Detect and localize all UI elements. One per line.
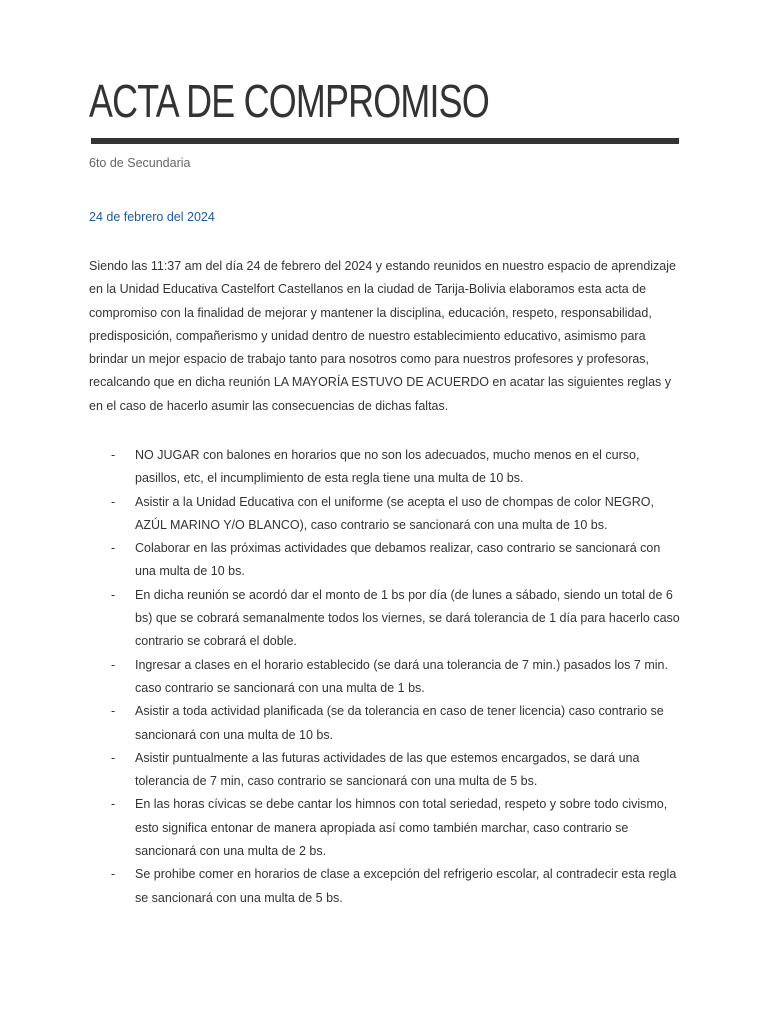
bullet-dash: - [111,867,116,882]
bullet-dash: - [111,494,116,509]
document-date: 24 de febrero del 2024 [89,210,215,224]
rule-item [89,537,681,584]
rule-text: Asistir a la Unidad Educativa con el uniforme (se acepta el uso de chompas de color NEGRO, AZÚL MARINO Y/O BLANCO), caso contrario se sancionará con una multa de 10 bs. [135,494,655,532]
bullet-dash: - [111,657,116,672]
rule-item [89,654,681,701]
bullet-dash: - [111,797,116,812]
intro-paragraph: Siendo las 11:37 am del día 24 de febrero del 2024 y estando reunidos en nuestro espacio de aprendizaje en la Unidad Educativa Castelfort Castellanos en la ciudad de Tarija-Bolivia elaboramos esta acta de compromiso con la finalidad de mejorar y mantener la disciplina, educación, respeto, responsabilidad, predisposición, compañerismo y unidad dentro de nuestro establecimiento educativo, asimismo para brindar un mejor espacio de trabajo tanto para nosotros como para nuestros profesores y profesoras, recalcando que en dicha reunión LA MAYORÍA ESTUVO DE ACUERDO en acatar las siguientes reglas y en el caso de hacerlo asumir las consecuencias de dichas faltas. [89,259,676,413]
rule-text: Asistir puntualmente a las futuras actividades de las que estemos encargados, se dará una tolerancia de 7 min, caso contrario se sancionará con una multa de 5 bs. [135,750,640,789]
bullet-dash: - [111,750,116,765]
rule-item [89,863,681,910]
rule-item [89,700,681,747]
bullet-dash: - [111,587,116,602]
bullet-dash: - [111,541,116,556]
bullet-dash: - [111,704,116,719]
rule-item [89,793,681,863]
rule-item [89,584,681,654]
rule-text: Asistir a toda actividad planificada (se da tolerancia en caso de tener licencia) caso contrario se sancionará con una multa de 10 bs. [135,704,664,742]
document-subtitle: 6to de Secundaria [89,156,191,170]
rule-text: NO JUGAR con balones en horarios que no son los adecuados, mucho menos en el curso, pasillos, etc, el incumplimiento de esta regla tiene una multa de 10 bs. [135,448,640,486]
rule-item [89,747,681,794]
title-underline [91,138,679,144]
rule-text: Colaborar en las próximas actividades que debamos realizar, caso contrario se sancionará con una multa de 10 bs. [135,541,661,579]
bullet-dash: - [111,448,116,462]
document-title: ACTA DE COMPROMISO [89,75,489,127]
rule-text: En dicha reunión se acordó dar el monto de 1 bs por día (de lunes a sábado, siendo un total de 6 bs) que se cobrará semanalmente todos los viernes, se dará tolerancia de 1 día para hacerlo caso contrario se cobrará el doble. [135,587,680,649]
rules-list [89,444,681,910]
rule-item [89,444,681,491]
rule-text: En las horas cívicas se debe cantar los himnos con total seriedad, respeto y sobre todo civismo, esto significa entonar de manera apropiada así como también marchar, caso contrario se sancionará con una multa de 2 bs. [135,797,668,859]
rule-item [89,491,681,538]
rule-text: Se prohibe comer en horarios de clase a excepción del refrigerio escolar, al contradecir esta regla se sancionará con una multa de 5 bs. [135,867,677,905]
rule-text: Ingresar a clases en el horario establecido (se dará una tolerancia de 7 min.) pasados los 7 min. caso contrario se sancionará con una multa de 1 bs. [135,657,668,695]
